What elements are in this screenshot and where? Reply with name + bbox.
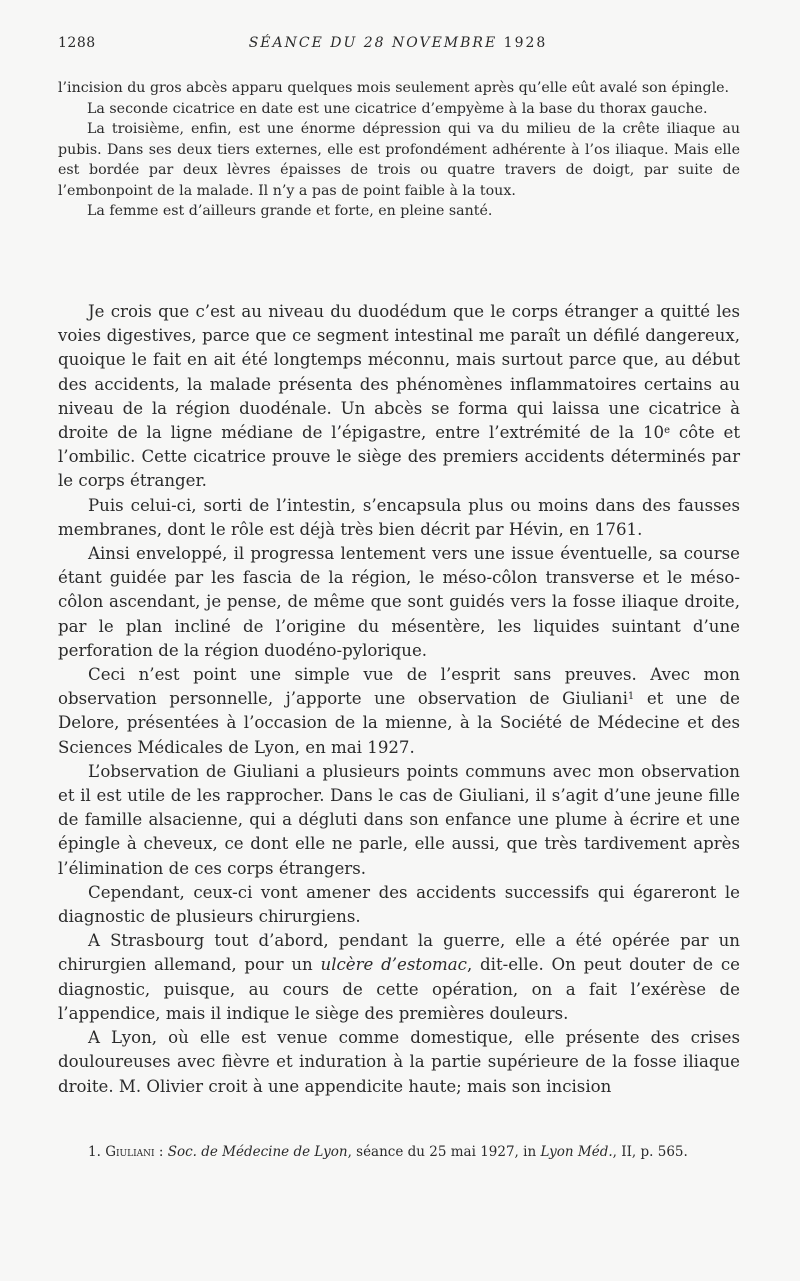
footnote-reference: 1 bbox=[627, 691, 635, 703]
body-paragraph: A Strasbourg tout d’abord, pendant la guerre, elle a été opérée par un chirurgien allemand, pour un ulcère d’estomac, dit-elle. On peut douter de ce diagnostic, puisque, au cours de cette opération, on a fait l’exérèse de l’appendice, mais il indique le siège des premières douleurs. bbox=[58, 931, 740, 1023]
running-title-text: SÉANCE DU 28 NOVEMBRE bbox=[248, 35, 498, 51]
small-paragraph: La femme est d’ailleurs grande et forte, en pleine santé. bbox=[87, 203, 493, 219]
body-paragraph: L’observation de Giuliani a plusieurs points communs avec mon observation et il est utile de les rapprocher. Dans le cas de Giuliani, il s’agit d’une jeune fille de famille alsacienne, qui a dégluti dans son enfance une plume à écrire et une épingle à cheveux, ce dont elle ne parle, elle aussi, que très tardivement après l’élimination de ces corps étrangers. bbox=[58, 761, 740, 878]
footnote-journal: Soc. de Médecine de Lyon bbox=[167, 1144, 348, 1160]
small-paragraph: l’incision du gros abcès apparu quelques mois seulement après qu’elle eût avalé son épingle. bbox=[58, 80, 730, 96]
running-header bbox=[58, 35, 738, 57]
italic-term: ulcère d’estomac bbox=[320, 955, 467, 975]
footnote-reference-title: Lyon Méd. bbox=[540, 1144, 613, 1160]
body-paragraph: Je crois que c’est au niveau du duodédum que le corps étranger a quitté les voies digestives, parce que ce segment intestinal me paraît un défilé dangereux, quoique le fait en ait été longtemps méconnu, mais surtout parce que, au début des accidents, la malade présenta des phénomènes inflammatoires certains au niveau de la région duodénale. Un abcès se forma qui laissa une cicatrice à droite de la ligne médiane de l’épigastre, entre l’extrémité de la 10e côte et l’ombilic. Cette cicatrice prouve le siège des premiers accidents déterminés par le corps étranger. bbox=[58, 302, 740, 491]
case-description bbox=[58, 78, 740, 222]
running-title bbox=[58, 35, 738, 51]
page-number: 1288 bbox=[58, 35, 96, 51]
body-paragraph: A Lyon, où elle est venue comme domestique, elle présente des crises douloureuses avec fièvre et induration à la partie supérieure de la fosse iliaque droite. M. Olivier croit à une appendicite haute; mais son incision bbox=[58, 1028, 740, 1096]
footnote-number: 1. bbox=[88, 1144, 101, 1160]
footnote-author: Giuliani bbox=[105, 1144, 155, 1160]
running-title-year: 1928 bbox=[503, 35, 548, 51]
small-paragraph: La troisième, enfin, est une énorme dépression qui va du milieu de la crête iliaque au pubis. Dans ses deux tiers externes, elle est profondément adhérente à l’os iliaque. Mais elle est bordée par deux lèvres épaisses de trois ou quatre travers de doigt, par suite de l’embonpoint de la malade. Il n’y a pas de point faible à la toux. bbox=[58, 121, 740, 199]
body-paragraph: Puis celui-ci, sorti de l’intestin, s’encapsula plus ou moins dans des fausses membranes, dont le rôle est déjà très bien décrit par Hévin, en 1761. bbox=[58, 495, 740, 539]
main-text bbox=[58, 300, 740, 1099]
body-paragraph: Ainsi enveloppé, il progressa lentement vers une issue éventuelle, sa course étant guidée par les fascia de la région, le méso-côlon transverse et le méso-côlon ascendant, je pense, de même que sont guidés vers la fosse iliaque droite, par le plan incliné de l’origine du mésentère, les liquides suintant d’une perforation de la région duodéno-pylorique. bbox=[58, 544, 740, 660]
body-paragraph: Ceci n’est point une simple vue de l’esprit sans preuves. Avec mon observation personnelle, j’apporte une observation de Giuliani$^1$ et une de Delore, présentées à l’occasion de la mienne, à la Société de Médecine et des Sciences Médicales de Lyon, en mai 1927. bbox=[58, 665, 741, 757]
body-paragraph: Cependant, ceux-ci vont amener des accidents successifs qui égareront le diagnostic de plusieurs chirurgiens. bbox=[58, 882, 740, 927]
footnote: 1. Giuliani : Soc. de Médecine de Lyon, séance du 25 mai 1927, in Lyon Méd., II, p. 565. bbox=[88, 1144, 688, 1160]
small-paragraph: La seconde cicatrice en date est une cicatrice d’empyème à la base du thorax gauche. bbox=[87, 100, 708, 117]
ordinal-superscript: e bbox=[664, 425, 670, 437]
